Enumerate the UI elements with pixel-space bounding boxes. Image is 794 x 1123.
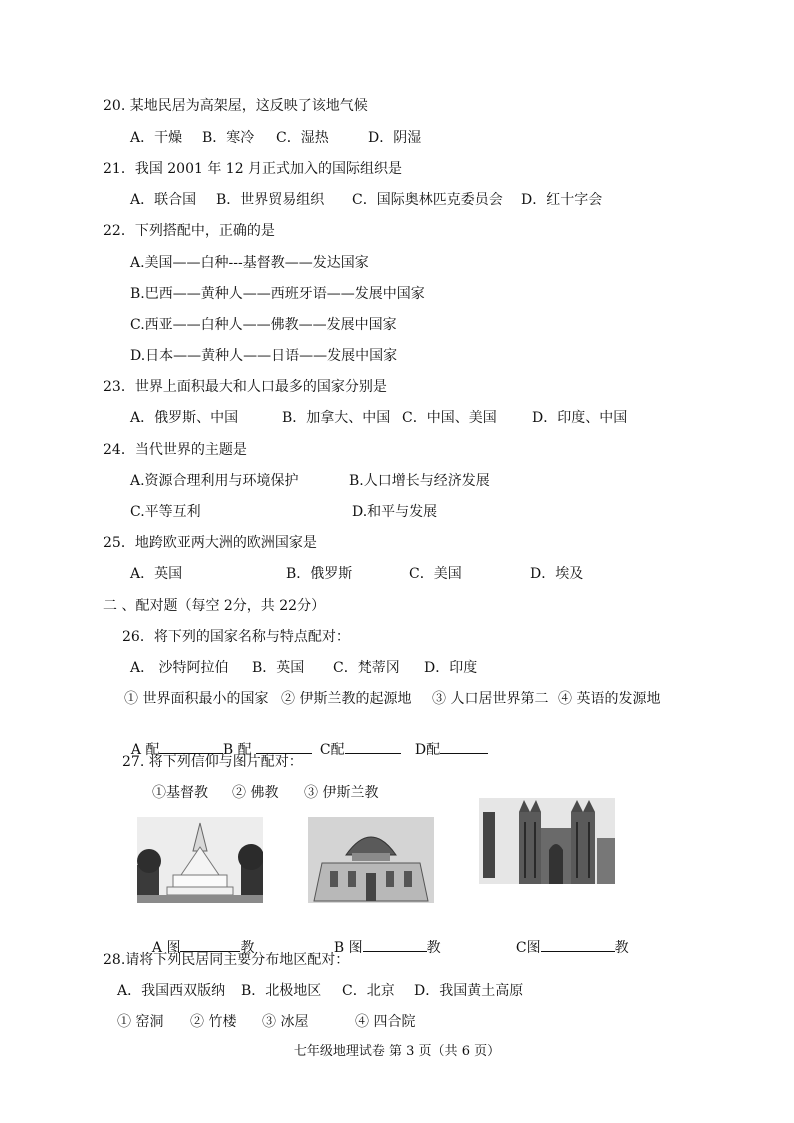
q28-option-d: D．我国黄土高原 — [414, 983, 524, 999]
q28-dwelling-3: ③ 冰屋 — [262, 1014, 309, 1030]
q26-feature-2: ② 伊斯兰教的起源地 — [281, 691, 412, 707]
q27-stem: 27. 将下列信仰与图片配对： — [122, 754, 303, 770]
q27-religion-2: ② 佛教 — [232, 785, 279, 801]
q21-option-c: C．国际奥林匹克委员会 — [352, 192, 503, 208]
q28-option-a: A．我国西双版纳 — [117, 983, 226, 999]
q21-option-a: A．联合国 — [130, 192, 197, 208]
q24-option-a: A.资源合理利用与环境保护 — [130, 473, 299, 489]
q26-option-d: D．印度 — [424, 660, 478, 676]
q26-feature-3: ③ 人口居世界第二 — [432, 691, 549, 707]
q23-option-b: B．加拿大、中国 — [282, 410, 391, 426]
q25-option-a: A．英国 — [130, 566, 183, 582]
q24-stem: 24．当代世界的主题是 — [103, 442, 247, 458]
q26-answer-d — [406, 721, 488, 759]
q20-option-c: C．湿热 — [276, 130, 329, 146]
q20-option-a: A．干燥 — [130, 130, 183, 146]
q22-option-a: A.美国——白种---基督教——发达国家 — [130, 255, 369, 271]
q26-feature-1: ① 世界面积最小的国家 — [124, 691, 269, 707]
q25-option-b: B．俄罗斯 — [286, 566, 353, 582]
q24-option-d: D.和平与发展 — [352, 504, 438, 520]
q26-option-c: C．梵蒂冈 — [333, 660, 400, 676]
q26-answer-c — [311, 721, 401, 759]
q20-stem: 20. 某地民居为高架屋，这反映了该地气候 — [103, 98, 368, 114]
q25-option-c: C．美国 — [409, 566, 462, 582]
q28-stem: 28.请将下列民居同主要分布地区配对： — [103, 952, 350, 968]
q26-feature-4: ④ 英语的发源地 — [558, 691, 661, 707]
mosque-image — [308, 817, 434, 903]
q27-religion-3: ③ 伊斯兰教 — [304, 785, 379, 801]
q23-option-a: A．俄罗斯、中国 — [130, 410, 239, 426]
q22-option-d: D.日本——黄种人——日语——发展中国家 — [130, 348, 398, 364]
q27-answer-c-blank[interactable] — [541, 937, 615, 952]
q21-option-b: B．世界贸易组织 — [216, 192, 325, 208]
q27-answer-b-suffix: 教 — [426, 940, 441, 956]
q23-option-d: D．印度、中国 — [532, 410, 628, 426]
q25-stem: 25．地跨欧亚两大洲的欧洲国家是 — [103, 535, 317, 551]
q22-option-b: B.巴西——黄种人——西班牙语——发展中国家 — [130, 286, 425, 302]
q28-dwelling-1: ① 窑洞 — [117, 1014, 164, 1030]
q28-dwelling-2: ② 竹楼 — [190, 1014, 237, 1030]
q26-answer-c-label: C配 — [319, 742, 345, 758]
q26-answer-a-label: A 配 — [130, 742, 160, 758]
q20-option-b: B．寒冷 — [202, 130, 255, 146]
q27-answer-c-prefix: C图 — [515, 940, 541, 956]
q22-stem: 22．下列搭配中，正确的是 — [103, 223, 275, 239]
q27-answer-a-suffix: 教 — [240, 940, 255, 956]
q22-option-c: C.西亚——白种人——佛教——发展中国家 — [130, 317, 397, 333]
section-2-title: 二 、配对题（每空 2分，共 22分） — [103, 598, 326, 614]
photo-a-pagoda — [137, 817, 263, 903]
q24-option-b: B.人口增长与经济发展 — [349, 473, 490, 489]
q27-answer-a-prefix: A 图 — [151, 940, 181, 956]
q26-answer-d-label: D配 — [414, 742, 441, 758]
q28-option-b: B．北极地区 — [241, 983, 322, 999]
q25-option-d: D．埃及 — [530, 566, 584, 582]
photo-b-mosque — [308, 817, 434, 903]
q26-answer-b-blank[interactable] — [256, 739, 312, 754]
q28-option-c: C．北京 — [342, 983, 395, 999]
page-footer: 七年级地理试卷 第 3 页（共 6 页） — [293, 1044, 501, 1059]
q28-dwelling-4: ④ 四合院 — [355, 1014, 416, 1030]
q27-answer-c — [507, 919, 629, 957]
q27-religion-1: ①基督教 — [152, 785, 208, 801]
pagoda-image — [137, 817, 263, 903]
q26-option-a: A． 沙特阿拉伯 — [130, 660, 229, 676]
q26-answer-c-blank[interactable] — [345, 739, 401, 754]
q26-answer-d-blank[interactable] — [440, 739, 488, 754]
cathedral-image — [479, 798, 615, 884]
q23-stem: 23．世界上面积最大和人口最多的国家分别是 — [103, 379, 387, 395]
q26-option-b: B．英国 — [252, 660, 305, 676]
q27-answer-b-blank[interactable] — [363, 937, 427, 952]
q27-answer-c-suffix: 教 — [614, 940, 629, 956]
q21-stem: 21．我国 2001 年 12 月正式加入的国际组织是 — [103, 161, 403, 177]
q27-answer-a-blank[interactable] — [180, 937, 240, 952]
q21-option-d: D．红十字会 — [521, 192, 603, 208]
q26-stem: 26．将下列的国家名称与特点配对： — [122, 629, 350, 645]
q27-answer-b-prefix: B 图 — [333, 940, 363, 956]
photo-c-cathedral — [479, 798, 615, 884]
q23-option-c: C．中国、美国 — [402, 410, 497, 426]
q20-option-d: D．阴湿 — [368, 130, 422, 146]
q26-answer-b-label: B 配 — [222, 742, 252, 758]
q24-option-c: C.平等互利 — [130, 504, 201, 520]
